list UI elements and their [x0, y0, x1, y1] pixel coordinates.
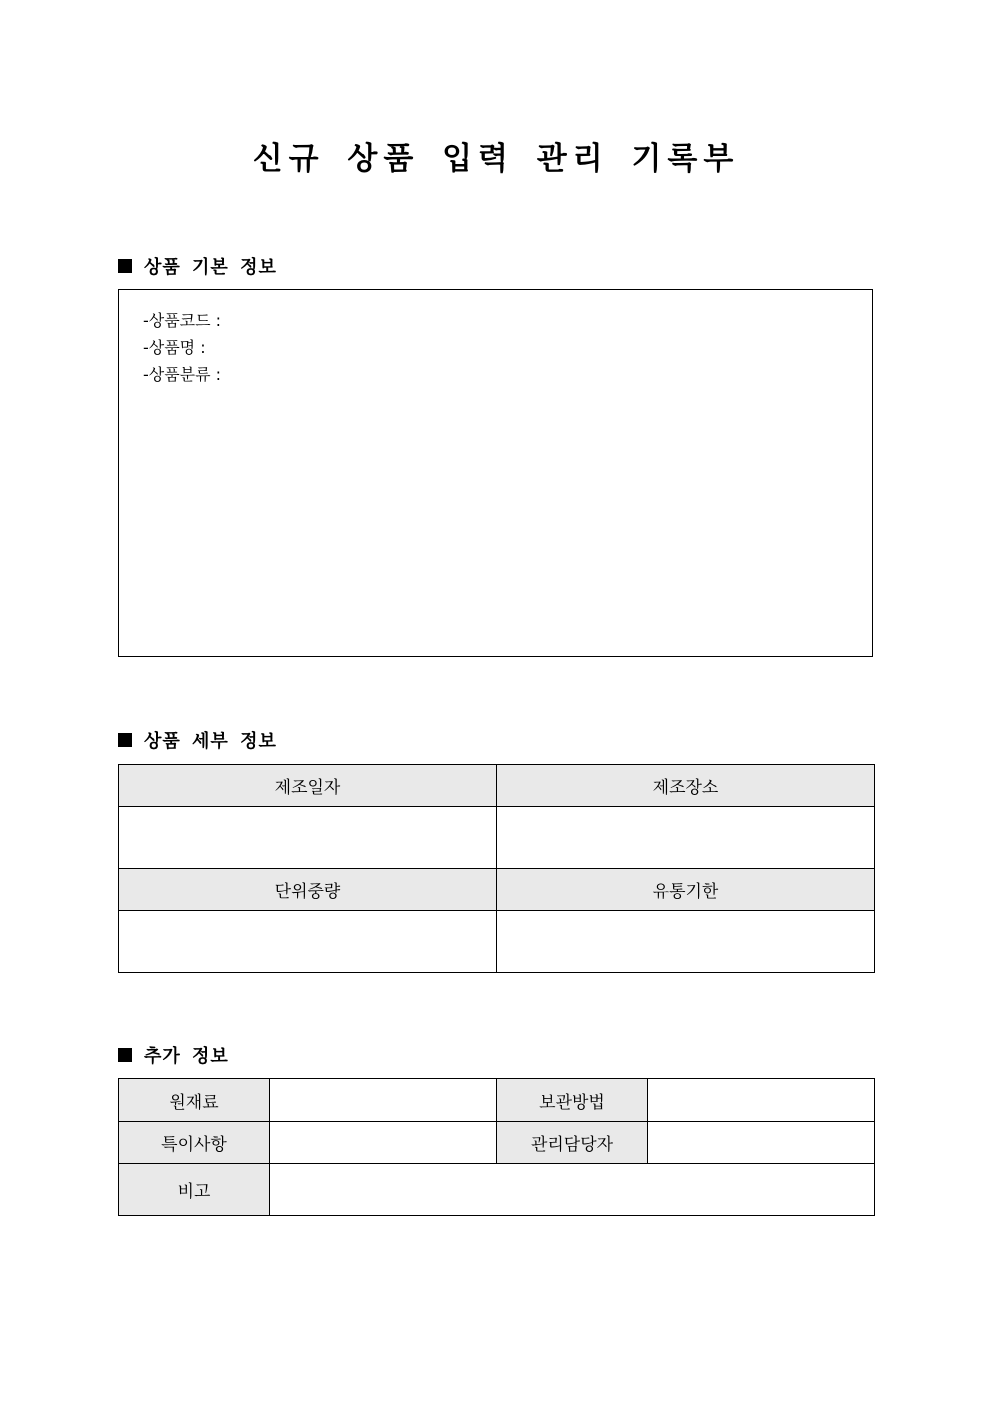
extra-table — [118, 1078, 875, 1216]
table-row — [119, 1122, 875, 1164]
section-heading-detail-label: 상품 세부 정보 — [144, 731, 277, 752]
manufacture-place-label: 제조장소 — [497, 765, 875, 807]
manufacture-place-field[interactable] — [497, 807, 875, 869]
table-row — [119, 1164, 875, 1216]
remarks-field[interactable] — [270, 1164, 875, 1216]
unit-weight-field[interactable] — [119, 911, 497, 973]
expiry-field[interactable] — [497, 911, 875, 973]
table-row — [119, 765, 875, 807]
table-row — [119, 1079, 875, 1122]
square-bullet-icon — [118, 259, 132, 273]
table-row — [119, 807, 875, 869]
product-category-line: -상품분류 : — [143, 365, 222, 384]
storage-method-label: 보관방법 — [497, 1079, 648, 1122]
storage-method-field[interactable] — [648, 1079, 875, 1122]
product-name-line: -상품명 : — [143, 338, 206, 357]
square-bullet-icon — [118, 1048, 132, 1062]
detail-table — [118, 764, 875, 973]
section-heading-extra-label: 추가 정보 — [144, 1046, 229, 1067]
section-heading-basic — [118, 253, 277, 279]
page-title: 신규 상품 입력 관리 기록부 — [252, 141, 740, 177]
square-bullet-icon — [118, 733, 132, 747]
raw-material-label: 원재료 — [119, 1079, 270, 1122]
basic-info-box[interactable] — [118, 289, 873, 657]
table-row — [119, 869, 875, 911]
manufacture-date-field[interactable] — [119, 807, 497, 869]
product-code-line: -상품코드 : — [143, 311, 222, 330]
raw-material-field[interactable] — [270, 1079, 497, 1122]
section-heading-extra — [118, 1042, 229, 1068]
unit-weight-label: 단위중량 — [119, 869, 497, 911]
manufacture-date-label: 제조일자 — [119, 765, 497, 807]
section-heading-detail — [118, 727, 277, 753]
special-notes-field[interactable] — [270, 1122, 497, 1164]
manager-field[interactable] — [648, 1122, 875, 1164]
section-heading-basic-label: 상품 기본 정보 — [144, 257, 277, 278]
manager-label: 관리담당자 — [497, 1122, 648, 1164]
special-notes-label: 특이사항 — [119, 1122, 270, 1164]
remarks-label: 비고 — [119, 1164, 270, 1216]
expiry-label: 유통기한 — [497, 869, 875, 911]
table-row — [119, 911, 875, 973]
